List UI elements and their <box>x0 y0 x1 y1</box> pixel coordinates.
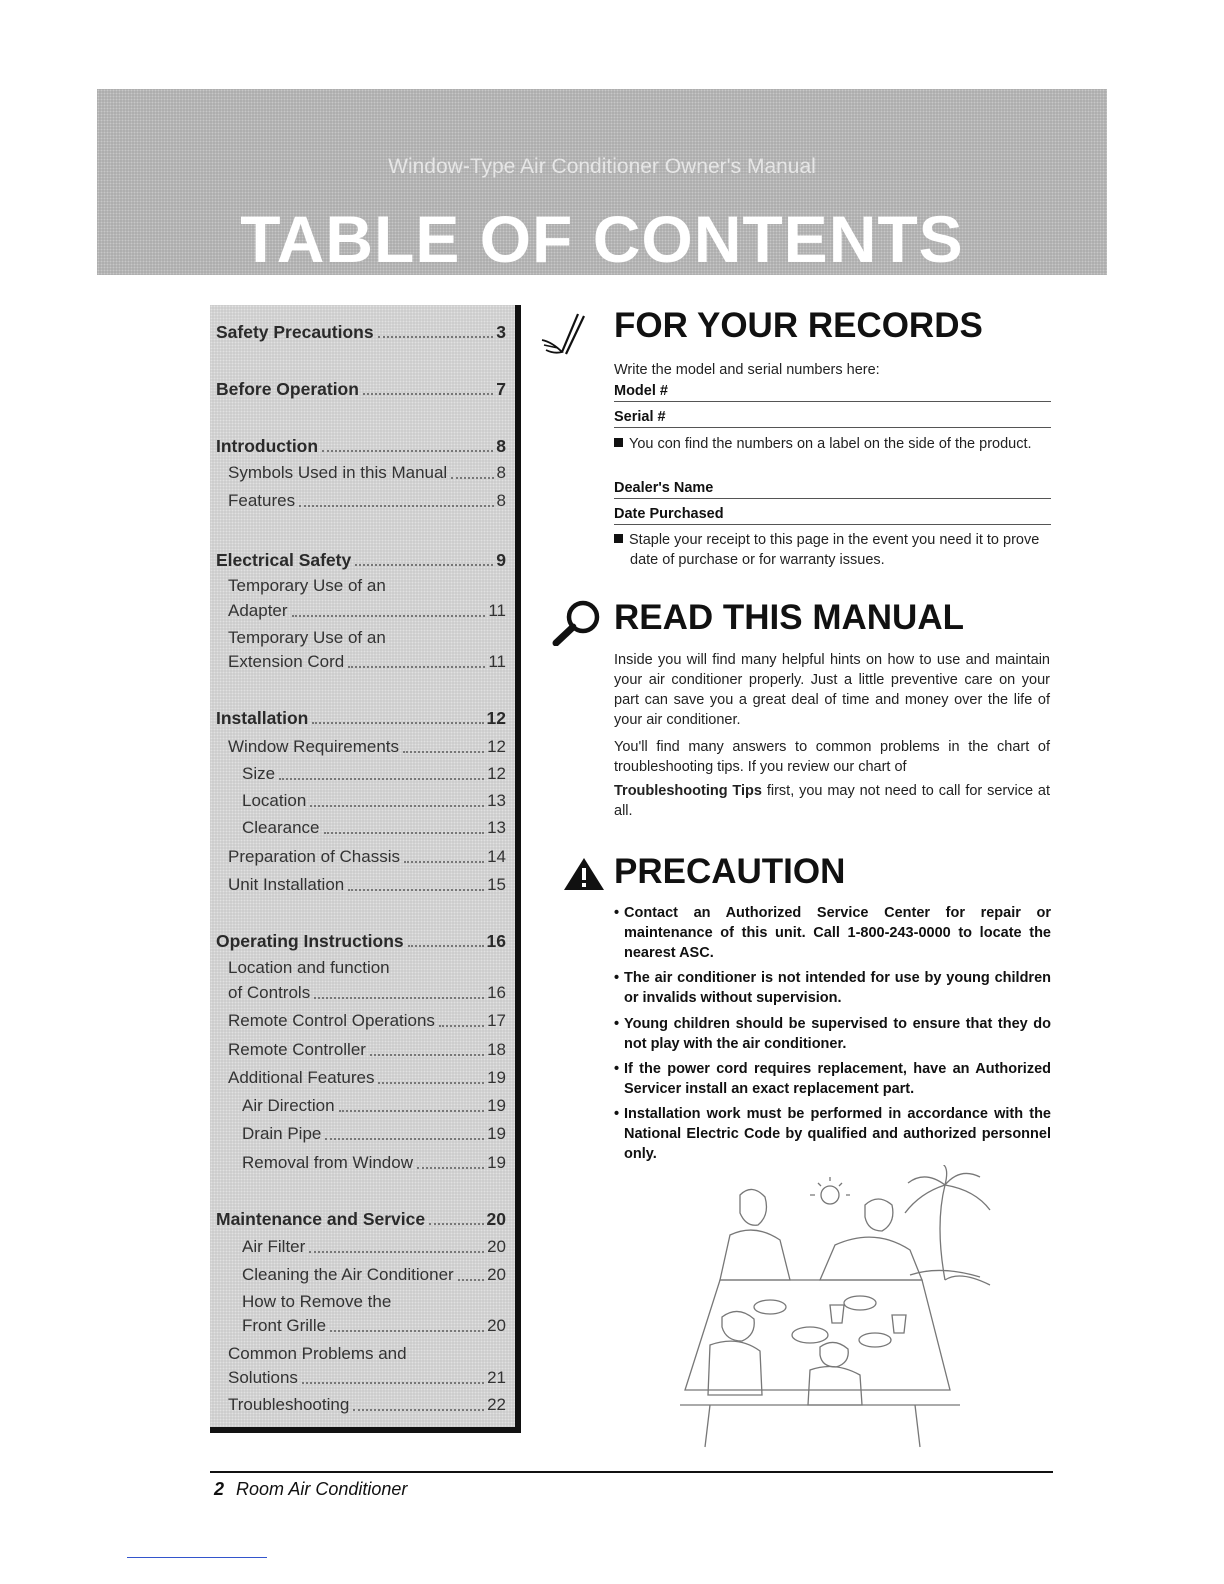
toc-entry[interactable] <box>228 1038 506 1062</box>
manual-paragraph-3-text: first, you may not need to call for service at all. <box>614 783 1050 819</box>
precaution-item <box>614 1014 1051 1054</box>
toc-label: Front Grille <box>242 1316 327 1335</box>
page-number: 2 <box>214 1479 225 1499</box>
toc-entry[interactable] <box>242 1290 506 1314</box>
footer-title: Room Air Conditioner <box>236 1479 408 1499</box>
precaution-text: Installation work must be performed in accordance with the National Electric Code by qualified and authorized personnel only. <box>624 1106 1051 1162</box>
toc-entry[interactable] <box>242 1314 506 1338</box>
manual-subtitle: Window-Type Air Conditioner Owner's Manual <box>388 155 816 178</box>
bottom-rule <box>127 1557 267 1558</box>
page-title: TABLE OF CONTENTS <box>240 202 964 276</box>
header-banner <box>97 89 1107 275</box>
toc-page: 18 <box>487 1040 506 1059</box>
toc-entry[interactable] <box>216 377 506 401</box>
toc-entry[interactable] <box>228 461 506 485</box>
manual-paragraph-3 <box>614 781 1050 821</box>
toc-page: 20 <box>487 1237 506 1256</box>
toc-page: 22 <box>487 1395 506 1414</box>
records-title: FOR YOUR RECORDS <box>614 306 983 345</box>
precaution-text: The air conditioner is not intended for use by young children or invalids without supervision. <box>624 970 1051 1006</box>
toc-page: 12 <box>487 764 506 783</box>
toc-entry[interactable] <box>242 789 506 813</box>
toc-entry[interactable] <box>228 599 506 623</box>
toc-label: Remote Controller <box>228 1040 366 1059</box>
toc-label: Location <box>242 791 307 810</box>
manual-title: READ THIS MANUAL <box>614 598 964 637</box>
toc-page: 12 <box>487 737 506 756</box>
toc-label: Common Problems and <box>228 1344 407 1363</box>
toc-page: 14 <box>487 847 506 866</box>
precaution-item <box>614 1104 1051 1164</box>
toc-page: 7 <box>496 379 506 399</box>
model-label: Model # <box>614 383 668 399</box>
toc-label: Troubleshooting <box>228 1395 350 1414</box>
records-note-1 <box>614 434 1066 454</box>
toc-entry[interactable] <box>228 1009 506 1033</box>
toc-page: 16 <box>486 931 506 951</box>
precaution-text: Young children should be supervised to ensure that they do not play with the air conditioner. <box>624 1016 1051 1052</box>
square-bullet-icon <box>614 438 623 447</box>
toc-entry[interactable] <box>216 929 506 953</box>
toc-page: 11 <box>488 601 506 620</box>
toc-label: Size <box>242 764 276 783</box>
model-field[interactable] <box>614 383 1051 402</box>
bullet-icon: • <box>614 1106 620 1122</box>
bullet-icon: • <box>614 1061 620 1077</box>
manual-paragraph-1: Inside you will find many helpful hints on how to use and maintain your air conditioner properly. Just a little preventive care on your part can save you a great deal of time and money over the life of your air conditioner. <box>614 652 1050 728</box>
toc-label: Clearance <box>242 818 320 837</box>
toc-label: Introduction <box>216 436 319 456</box>
toc-entry[interactable] <box>216 434 506 458</box>
toc-entry[interactable] <box>242 816 506 840</box>
toc-label: Temporary Use of an <box>228 628 386 647</box>
precaution-item <box>614 903 1051 963</box>
toc-entry[interactable] <box>228 1366 506 1390</box>
toc-entry[interactable] <box>228 1342 506 1366</box>
toc-label: Window Requirements <box>228 737 400 756</box>
toc-label: Extension Cord <box>228 652 345 671</box>
toc-label: Operating Instructions <box>216 931 404 951</box>
family-picnic-illustration <box>660 1165 1000 1450</box>
dealer-name-field[interactable] <box>614 480 1051 499</box>
toc-entry[interactable] <box>228 956 506 980</box>
precaution-title: PRECAUTION <box>614 852 846 891</box>
toc-entry[interactable] <box>216 1207 506 1231</box>
toc-entry[interactable] <box>242 1235 506 1259</box>
toc-label: Removal from Window <box>242 1153 413 1172</box>
toc-label: Symbols Used in this Manual <box>228 463 448 482</box>
table-of-contents <box>210 305 521 1433</box>
toc-label: Additional Features <box>228 1068 375 1087</box>
toc-label: of Controls <box>228 983 311 1002</box>
bullet-icon: • <box>614 905 620 921</box>
toc-page: 17 <box>487 1011 506 1030</box>
date-label: Date Purchased <box>614 506 724 522</box>
toc-page: 21 <box>487 1368 506 1387</box>
toc-entry[interactable] <box>228 650 506 674</box>
toc-label: Remote Control Operations <box>228 1011 435 1030</box>
toc-entry[interactable] <box>228 981 506 1005</box>
precaution-item <box>614 1059 1051 1099</box>
warning-triangle-icon <box>562 856 606 892</box>
toc-entry[interactable] <box>242 1151 506 1175</box>
toc-label: Unit Installation <box>228 875 345 894</box>
toc-entry[interactable] <box>242 1094 506 1118</box>
toc-entry[interactable] <box>242 1122 506 1146</box>
pen-checkmark-icon <box>538 312 602 360</box>
precaution-text: Contact an Authorized Service Center for repair or maintenance of this unit. Call 1-800-243-0000 to locate the nearest ASC. <box>624 905 1051 961</box>
toc-page: 16 <box>487 983 506 1002</box>
toc-entry[interactable] <box>228 574 506 598</box>
toc-page: 20 <box>487 1316 506 1335</box>
toc-label: Before Operation <box>216 379 359 399</box>
toc-page: 8 <box>496 463 506 482</box>
bullet-icon: • <box>614 970 620 986</box>
toc-page: 11 <box>488 652 506 671</box>
manual-paragraph-2: You'll find many answers to common problems in the chart of troubleshooting tips. If you review our chart of <box>614 739 1050 775</box>
toc-entry[interactable] <box>228 845 506 869</box>
toc-page: 20 <box>486 1209 506 1229</box>
toc-page: 3 <box>496 322 506 342</box>
toc-entry[interactable] <box>216 548 506 572</box>
toc-entry[interactable] <box>228 873 506 897</box>
toc-label: Cleaning the Air Conditioner <box>242 1265 454 1284</box>
toc-page: 9 <box>496 550 506 570</box>
precaution-item <box>614 968 1051 1008</box>
toc-label: Drain Pipe <box>242 1124 322 1143</box>
troubleshooting-tips-emphasis: Troubleshooting Tips <box>614 783 762 799</box>
toc-label: Installation <box>216 708 309 728</box>
toc-entry[interactable] <box>242 762 506 786</box>
toc-page: 8 <box>496 436 506 456</box>
date-purchased-field[interactable] <box>614 506 1051 525</box>
dealer-label: Dealer's Name <box>614 480 714 496</box>
records-note-2-text: Staple your receipt to this page in the event you need it to prove date of purchase or for warranty issues. <box>629 532 1040 568</box>
toc-label: Temporary Use of an <box>228 576 386 595</box>
toc-label: Maintenance and Service <box>216 1209 426 1229</box>
toc-label: Adapter <box>228 601 288 620</box>
toc-page: 20 <box>487 1265 506 1284</box>
page-footer <box>214 1479 407 1500</box>
square-bullet-icon <box>614 534 623 543</box>
toc-entry[interactable] <box>216 320 506 344</box>
toc-entry[interactable] <box>228 1066 506 1090</box>
toc-page: 13 <box>487 791 506 810</box>
bullet-icon: • <box>614 1016 620 1032</box>
toc-label: Location and function <box>228 958 390 977</box>
toc-entry[interactable] <box>228 735 506 759</box>
toc-label: Solutions <box>228 1368 298 1387</box>
toc-entry[interactable] <box>228 1393 506 1417</box>
toc-page: 13 <box>487 818 506 837</box>
toc-page: 19 <box>487 1153 506 1172</box>
records-note-1-text: You con find the numbers on a label on the side of the product. <box>629 436 1032 452</box>
toc-label: How to Remove the <box>242 1292 392 1311</box>
serial-field[interactable] <box>614 409 1051 428</box>
magnifier-icon <box>546 598 606 646</box>
toc-label: Air Direction <box>242 1096 335 1115</box>
toc-page: 12 <box>486 708 506 728</box>
toc-label: Electrical Safety <box>216 550 352 570</box>
toc-page: 19 <box>487 1124 506 1143</box>
toc-page: 15 <box>487 875 506 894</box>
footer-divider <box>210 1471 1053 1473</box>
toc-label: Safety Precautions <box>216 322 374 342</box>
serial-label: Serial # <box>614 409 666 425</box>
toc-page: 19 <box>487 1096 506 1115</box>
toc-entry[interactable] <box>228 626 506 650</box>
toc-label: Preparation of Chassis <box>228 847 400 866</box>
toc-page: 19 <box>487 1068 506 1087</box>
records-intro: Write the model and serial numbers here: <box>614 362 880 378</box>
records-note-2 <box>614 530 1066 570</box>
toc-entry[interactable] <box>228 489 506 513</box>
toc-entry[interactable] <box>216 706 506 730</box>
toc-label: Air Filter <box>242 1237 306 1256</box>
precaution-text: If the power cord requires replacement, have an Authorized Servicer install an exact replacement part. <box>624 1061 1051 1097</box>
toc-entry[interactable] <box>242 1263 506 1287</box>
toc-page: 8 <box>496 491 506 510</box>
toc-label: Features <box>228 491 296 510</box>
